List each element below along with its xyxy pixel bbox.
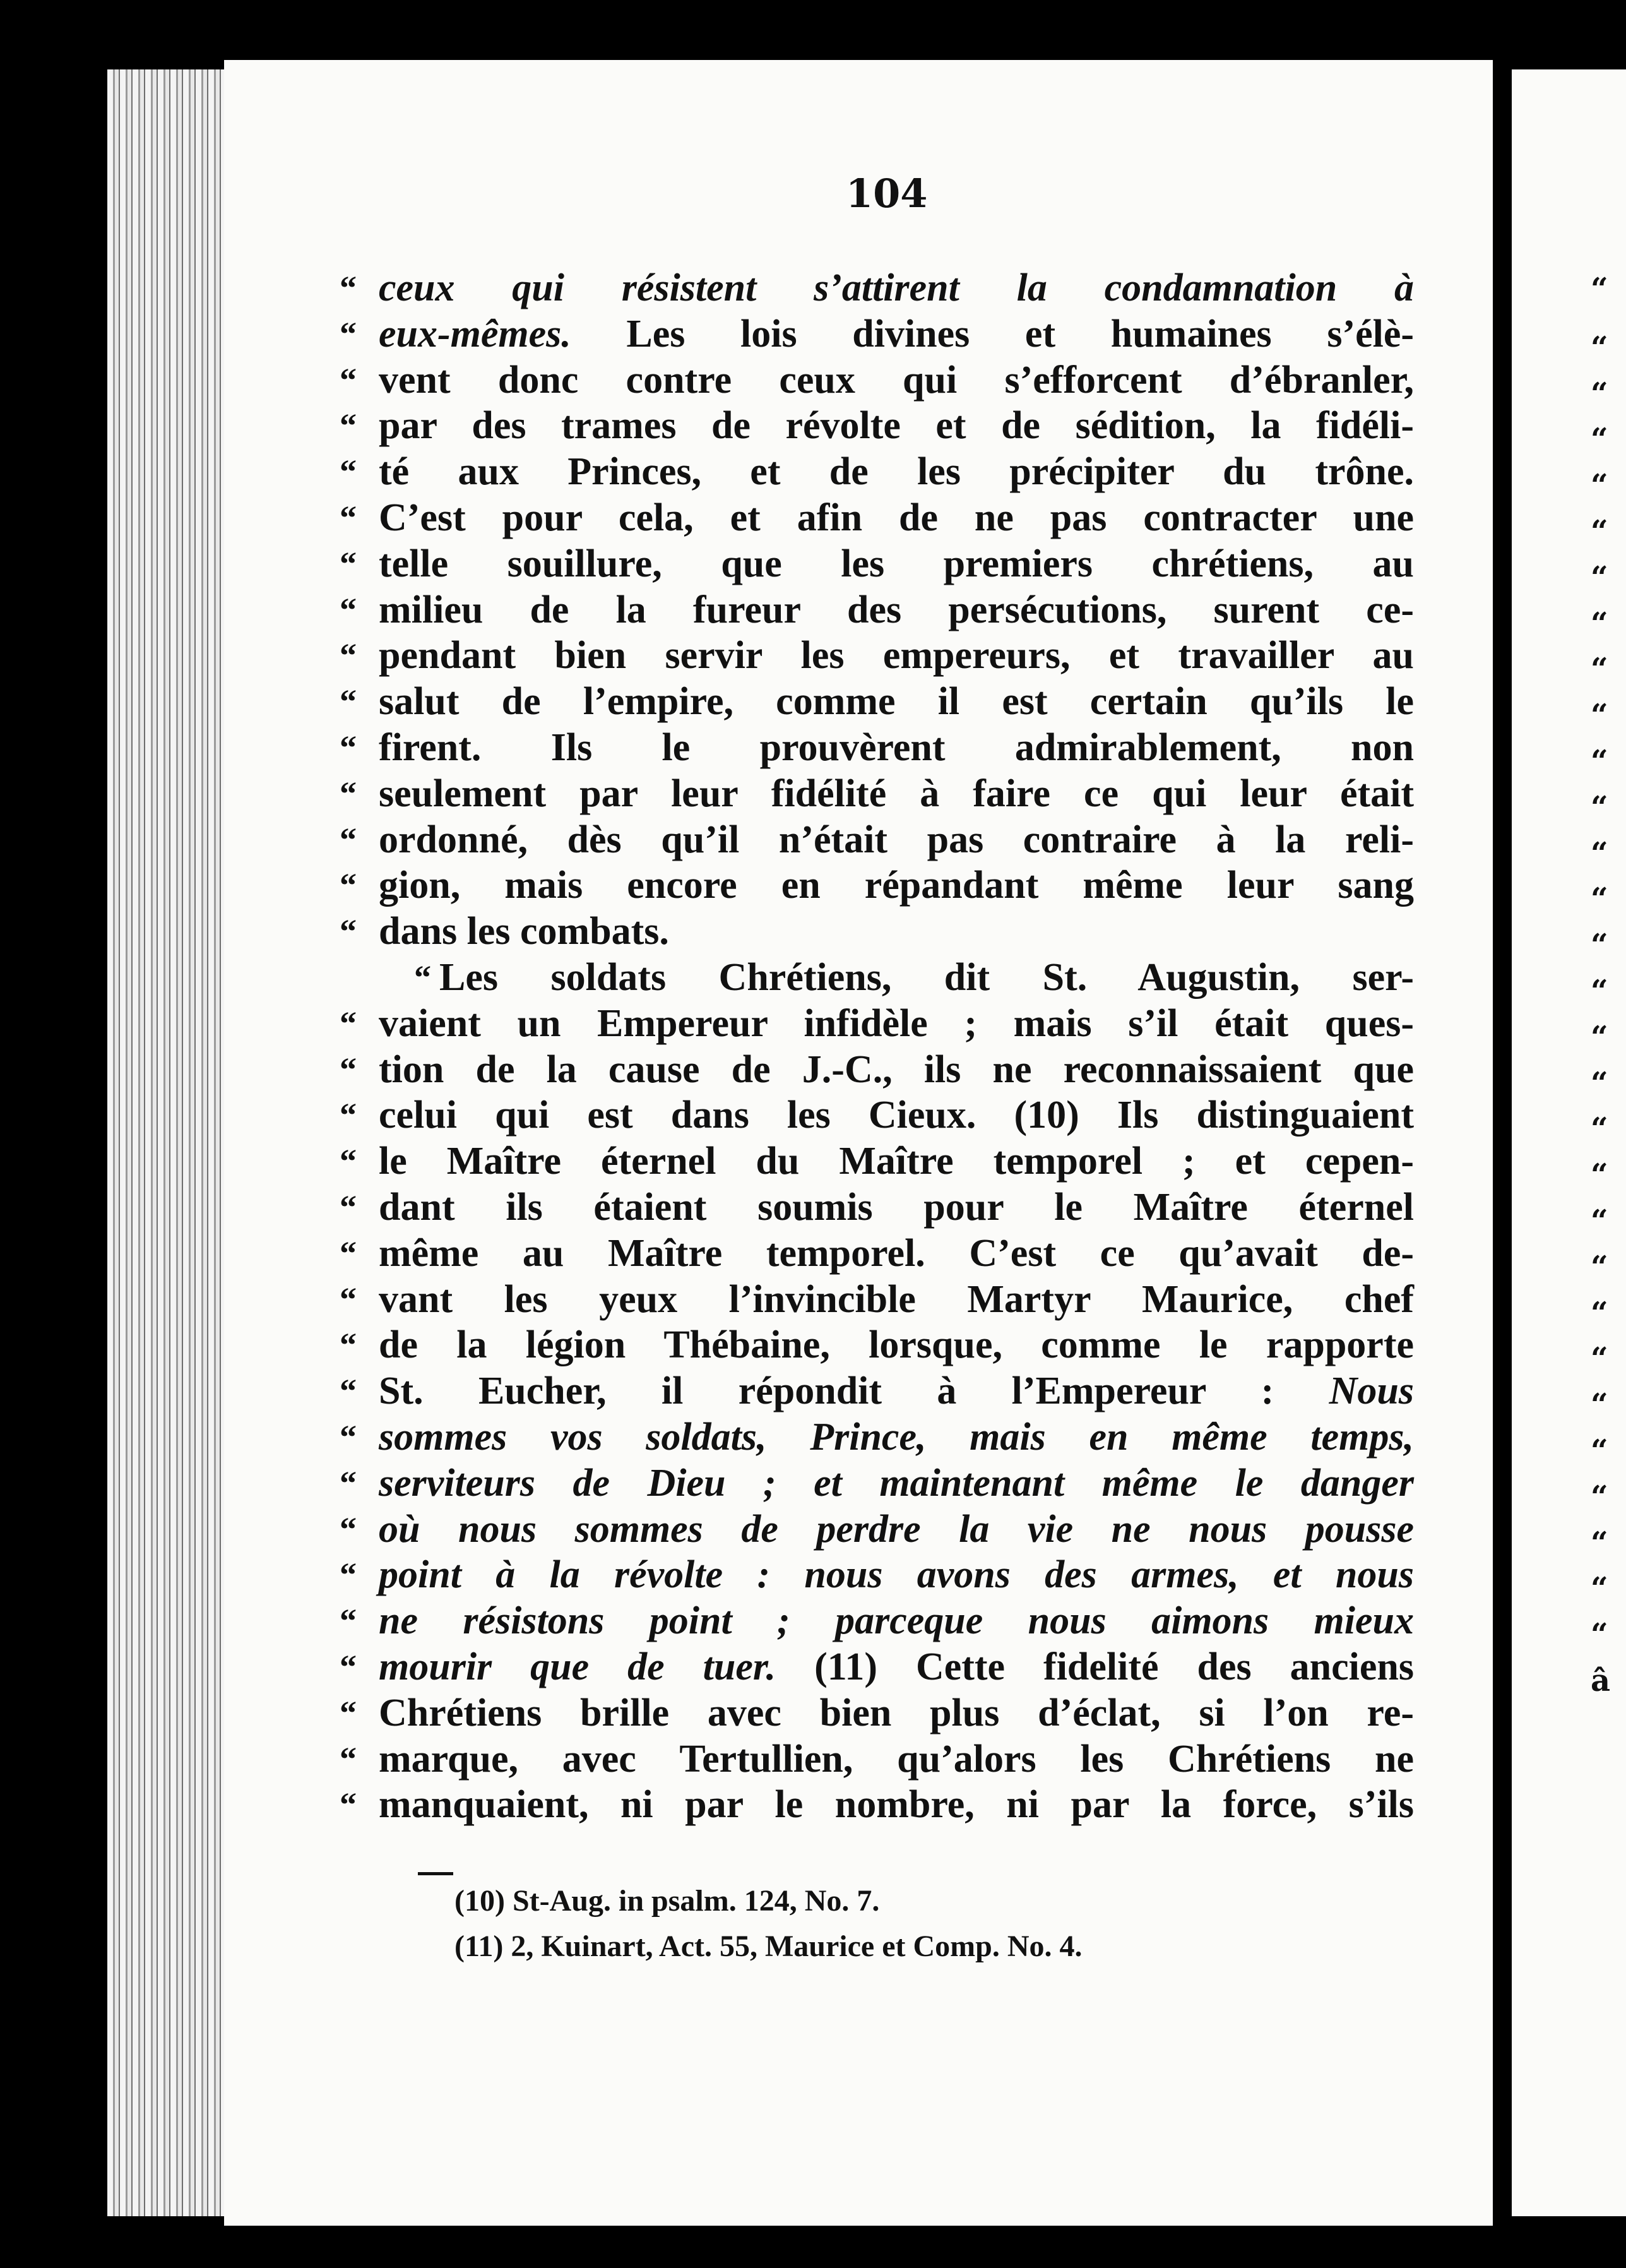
text-segment: tion de la cause de J.-C., ils ne reconnaissaient que xyxy=(379,1047,1414,1091)
text-line xyxy=(340,449,1414,495)
quote-mark: “ xyxy=(340,774,357,813)
text-segment: dans les combats. xyxy=(379,910,669,953)
text-segment: seulement par leur fidélité à faire ce qui leur était xyxy=(379,772,1414,815)
facing-page-quote-mark: “ xyxy=(1591,881,1608,917)
quote-mark: “ xyxy=(340,1693,357,1732)
quote-mark: “ xyxy=(340,498,357,537)
facing-page-quote-mark: “ xyxy=(1591,1387,1608,1423)
quote-mark: “ xyxy=(340,1556,357,1594)
text-segment: Les soldats Chrétiens, dit St. Augustin, ser- xyxy=(439,955,1414,999)
italic-text: Nous xyxy=(1329,1370,1414,1413)
quote-mark: “ xyxy=(340,912,357,951)
text-line xyxy=(340,1092,1414,1138)
quote-mark: “ xyxy=(340,1234,357,1272)
facing-page-quote-mark: “ xyxy=(1591,559,1608,595)
facing-page-quote-mark: “ xyxy=(1591,468,1608,504)
text-line xyxy=(340,1414,1414,1460)
page-edge-stack xyxy=(107,69,227,2216)
text-line xyxy=(340,862,1414,909)
italic-text: ceux qui résistent s’attirent la condamnation à xyxy=(379,266,1414,309)
quote-mark: “ xyxy=(340,361,357,399)
quote-mark: “ xyxy=(340,1647,357,1686)
text-line xyxy=(340,1231,1414,1277)
facing-page-quote-mark: “ xyxy=(1591,1065,1608,1101)
text-segment: pendant bien servir les empereurs, et travailler au xyxy=(379,634,1414,677)
text-segment: ordonné, dès qu’il n’était pas contraire à la reli- xyxy=(379,818,1414,861)
quote-mark: “ xyxy=(340,1050,357,1089)
quote-mark: “ xyxy=(340,1464,357,1502)
quote-mark: “ xyxy=(340,1142,357,1181)
facing-page-quote-mark: “ xyxy=(1591,1617,1608,1653)
footnote-11: (11) 2, Kuinart, Act. 55, Maurice et Comp. No. 4. xyxy=(454,1930,1083,1963)
text-line xyxy=(340,817,1414,863)
quote-mark: “ xyxy=(340,1004,357,1042)
quote-mark: “ xyxy=(340,1510,357,1548)
quote-mark: “ xyxy=(340,728,357,767)
text-line xyxy=(340,1460,1414,1507)
text-line xyxy=(340,1507,1414,1553)
text-line xyxy=(340,1138,1414,1185)
quote-mark: “ xyxy=(340,544,357,583)
text-line xyxy=(340,1552,1414,1598)
italic-text: ne résistons point ; parceque nous aimons mieux xyxy=(379,1599,1414,1643)
facing-page-quote-mark: “ xyxy=(1591,272,1608,307)
text-segment: vaient un Empereur infidèle ; mais s’il était ques- xyxy=(379,1001,1414,1045)
text-line xyxy=(340,909,1414,955)
text-segment: Chrétiens brille avec bien plus d’éclat, si l’on re- xyxy=(379,1691,1414,1734)
text-line xyxy=(340,265,1414,311)
quote-mark: “ xyxy=(340,1786,357,1824)
quote-mark: “ xyxy=(340,1602,357,1640)
text-line xyxy=(340,1001,1414,1047)
facing-page-quote-mark: “ xyxy=(1591,974,1608,1009)
text-segment: vant les yeux l’invincible Martyr Maurice, chef xyxy=(379,1277,1414,1321)
body-text xyxy=(340,265,1414,1828)
quote-mark: “ xyxy=(340,1372,357,1411)
text-segment: par des trames de révolte et de sédition, la fidéli- xyxy=(379,404,1414,448)
facing-page-quote-mark: “ xyxy=(1591,1525,1608,1561)
text-line xyxy=(340,1644,1414,1690)
text-line xyxy=(340,311,1414,357)
text-line xyxy=(340,771,1414,817)
facing-page-quote-mark: “ xyxy=(1591,376,1608,412)
facing-page-quote-mark: “ xyxy=(1591,698,1608,734)
italic-text: eux-mêmes. xyxy=(379,312,571,355)
page-number: 104 xyxy=(846,170,928,217)
text-segment: manquaient, ni par le nombre, ni par la force, s’ils xyxy=(379,1783,1414,1827)
facing-page-quote-mark: â xyxy=(1591,1663,1611,1698)
text-line xyxy=(340,1322,1414,1368)
quote-mark: “ xyxy=(340,866,357,905)
facing-page-quote-mark: “ xyxy=(1591,789,1608,825)
text-segment: gion, mais encore en répandant même leur sang xyxy=(379,864,1414,907)
facing-page-quote-mark: “ xyxy=(1591,1019,1608,1055)
text-segment: milieu de la fureur des persécutions, surent ce- xyxy=(379,588,1414,631)
text-line xyxy=(340,679,1414,725)
text-line xyxy=(340,1736,1414,1782)
facing-page-quote-mark: “ xyxy=(1591,928,1608,964)
footnotes xyxy=(454,1878,1083,1969)
facing-page-quote-mark: “ xyxy=(1591,330,1608,366)
text-segment: dant ils étaient soumis pour le Maître éternel xyxy=(379,1185,1414,1229)
facing-page-quote-mark: “ xyxy=(1591,1479,1608,1515)
text-line xyxy=(340,1047,1414,1093)
facing-page-quote-mark: “ xyxy=(1591,1157,1608,1193)
text-segment: celui qui est dans les Cieux. (10) Ils distinguaient xyxy=(379,1094,1414,1137)
italic-text: point à la révolte : nous avons des armes, et nous xyxy=(379,1553,1414,1597)
text-line xyxy=(340,357,1414,403)
text-segment: firent. Ils le prouvèrent admirablement, non xyxy=(379,725,1414,769)
text-segment: même au Maître temporel. C’est ce qu’avait de- xyxy=(379,1231,1414,1275)
text-line xyxy=(340,725,1414,771)
text-segment: (11) Cette fidelité des anciens xyxy=(776,1645,1414,1688)
italic-text: sommes vos soldats, Prince, mais en même temps, xyxy=(379,1415,1414,1459)
text-segment: té aux Princes, et de les précipiter du trône. xyxy=(379,450,1414,494)
facing-page-strip xyxy=(1512,69,1626,2216)
quote-mark: “ xyxy=(340,1326,357,1364)
text-line xyxy=(340,1185,1414,1231)
text-segment: vent donc contre ceux qui s’efforcent d’ébranler, xyxy=(379,358,1414,402)
quote-mark: “ xyxy=(340,314,357,353)
facing-page-quote-mark: “ xyxy=(1591,1341,1608,1377)
quote-mark: “ xyxy=(340,1418,357,1456)
quote-mark: “ xyxy=(340,1188,357,1226)
text-segment: de la légion Thébaine, lorsque, comme le rapporte xyxy=(379,1323,1414,1367)
quote-mark: “ xyxy=(414,958,431,996)
text-segment: marque, avec Tertullien, qu’alors les Chrétiens ne xyxy=(379,1737,1414,1781)
facing-page-quote-mark: “ xyxy=(1591,1295,1608,1331)
text-line xyxy=(340,1782,1414,1828)
text-line xyxy=(340,1598,1414,1644)
facing-page-quote-mark: “ xyxy=(1591,1433,1608,1469)
text-segment: le Maître éternel du Maître temporel ; et cepen- xyxy=(379,1140,1414,1183)
quote-mark: “ xyxy=(340,269,357,307)
quote-mark: “ xyxy=(340,636,357,675)
text-segment: C’est pour cela, et afin de ne pas contracter une xyxy=(379,496,1414,539)
quote-mark: “ xyxy=(340,1280,357,1318)
quote-mark: “ xyxy=(340,1096,357,1135)
facing-page-quote-mark: “ xyxy=(1591,835,1608,871)
quote-mark: “ xyxy=(340,407,357,445)
footnote-10: (10) St-Aug. in psalm. 124, No. 7. xyxy=(454,1884,880,1918)
quote-mark: “ xyxy=(340,683,357,721)
footnote-rule xyxy=(418,1872,453,1875)
text-segment: Les lois divines et humaines s’élè- xyxy=(571,312,1414,355)
quote-mark: “ xyxy=(340,1740,357,1778)
text-line xyxy=(340,403,1414,449)
facing-page-quote-mark: “ xyxy=(1591,1249,1608,1285)
italic-text: serviteurs de Dieu ; et maintenant même le danger xyxy=(379,1461,1414,1505)
text-segment: St. Eucher, il répondit à l’Empereur : xyxy=(379,1370,1329,1413)
text-line xyxy=(379,955,1414,1001)
text-line xyxy=(340,1690,1414,1736)
italic-text: où nous sommes de perdre la vie ne nous pousse xyxy=(379,1507,1414,1551)
facing-page-quote-mark: “ xyxy=(1591,744,1608,779)
facing-page-quote-mark: “ xyxy=(1591,422,1608,458)
quote-mark: “ xyxy=(340,453,357,491)
text-line xyxy=(340,541,1414,587)
text-segment: salut de l’empire, comme il est certain qu’ils le xyxy=(379,680,1414,724)
text-line xyxy=(340,1277,1414,1323)
facing-page-quote-mark: “ xyxy=(1591,1571,1608,1607)
quote-mark: “ xyxy=(340,820,357,859)
facing-page-quote-mark: “ xyxy=(1591,514,1608,549)
text-line xyxy=(340,587,1414,633)
facing-page-quote-mark: “ xyxy=(1591,652,1608,688)
facing-page-quote-mark: “ xyxy=(1591,1111,1608,1147)
text-segment: telle souillure, que les premiers chrétiens, au xyxy=(379,542,1414,585)
text-line xyxy=(340,1368,1414,1414)
facing-page-quote-mark: “ xyxy=(1591,1203,1608,1239)
italic-text: mourir que de tuer. xyxy=(379,1645,776,1688)
text-line xyxy=(340,495,1414,541)
quote-mark: “ xyxy=(340,590,357,629)
facing-page-quote-mark: “ xyxy=(1591,606,1608,642)
text-line xyxy=(340,633,1414,679)
